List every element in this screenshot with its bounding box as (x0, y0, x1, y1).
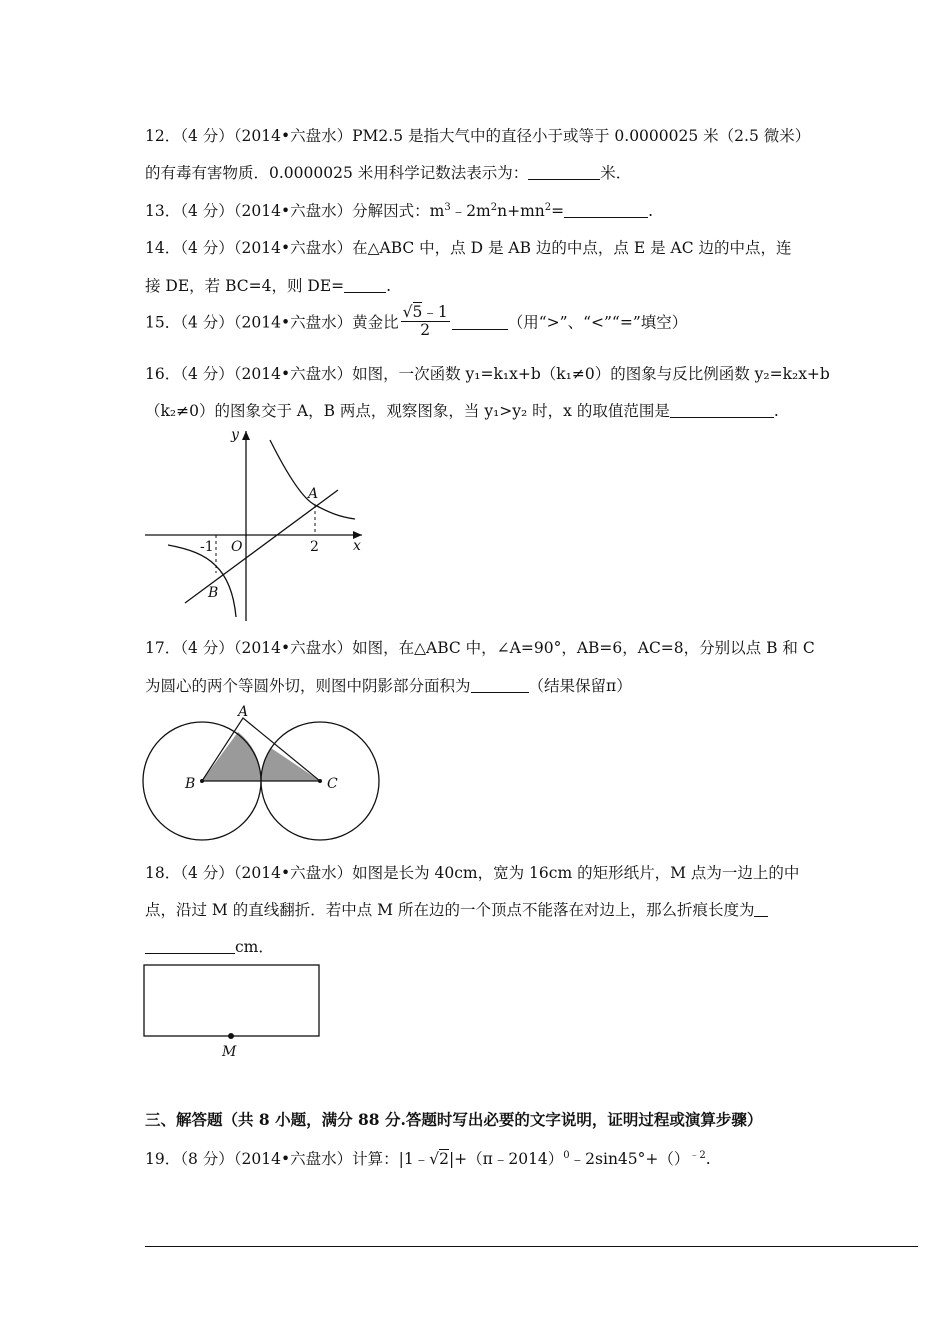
q19-radicand: 2 (439, 1150, 449, 1169)
q13-term: n+mn (497, 202, 545, 220)
q15-prefix: 15．（4 分）（2014•六盘水）黄金比 (145, 313, 399, 332)
q18-line2 (145, 898, 768, 920)
q16-line1: 16．（4 分）（2014•六盘水）如图，一次函数 y₁=k₁x+b（k₁≠0）的图象与反比例函数 y₂=k₂x+b (145, 365, 830, 383)
q14-line2 (145, 274, 391, 296)
answer-blank (670, 402, 774, 419)
answer-blank-cont (145, 938, 235, 955)
q18-line3 (145, 935, 274, 957)
tick-label-2: 2 (310, 539, 319, 555)
q12-unit: 米． (600, 164, 632, 182)
shaded-sector-c (261, 748, 320, 781)
golden-ratio-fraction: $\frac{√5﹣1}{2}$ (402, 303, 448, 340)
q15-radicand: 5 (412, 303, 423, 321)
label-m: M (222, 1044, 237, 1060)
answer-blank (564, 202, 648, 219)
q17-line2 (145, 674, 632, 696)
sqrt-sign-icon: √ (429, 1150, 440, 1169)
q18-unit: cm． (235, 938, 274, 956)
q13-line (145, 199, 653, 221)
q15-num-tail: ﹣1 (422, 303, 448, 321)
q13-exp: 3 (444, 201, 451, 213)
answer-blank (754, 901, 768, 918)
q19-exp: ﹣2 (689, 1150, 706, 1161)
q16-end: . (773, 402, 779, 420)
q15-suffix: （用“>”、“<”“=”填空） (507, 313, 688, 332)
y-arrow-icon (242, 431, 250, 440)
q13-end: . (648, 202, 654, 220)
answer-blank (452, 313, 508, 330)
q13-eq: = (551, 202, 565, 220)
q13-prefix: 13．（4 分）（2014•六盘水）分解因式：m (145, 202, 445, 220)
y-label: y (231, 427, 239, 443)
tick-label-neg1: -1 (200, 539, 214, 555)
q19-mid: |+（π﹣2014） (448, 1150, 564, 1169)
q12-line1: 12．（4 分）（2014•六盘水）PM2.5 是指大气中的直径小于或等于 0.0000025 米（2.5 微米） (145, 127, 811, 145)
q19-end: . (705, 1150, 711, 1169)
q13-term: ﹣2m (450, 202, 491, 220)
label-c: C (327, 776, 338, 792)
point-b-label: B (208, 585, 219, 601)
q19-tail: ﹣2sin45°+（） (569, 1150, 690, 1169)
answer-blank (471, 677, 529, 694)
q16-line2 (145, 399, 779, 421)
shaded-sector-b (202, 732, 261, 781)
q12-text: 的有毒有害物质．0.0000025 米用科学记数法表示为： (145, 164, 529, 182)
q14-line1: 14．（4 分）（2014•六盘水）在△ABC 中，点 D 是 AB 边的中点，点 E 是 AC 边的中点，连 (145, 239, 792, 257)
label-a: A (238, 704, 249, 720)
origin-label: O (231, 539, 243, 555)
answer-blank (528, 164, 600, 181)
x-label: x (353, 538, 361, 554)
q16-text: （k₂≠0）的图象交于 A，B 两点，观察图象，当 y₁>y₂ 时，x 的取值范围是 (145, 402, 670, 420)
q17-figure (140, 702, 390, 848)
q12-line2 (145, 161, 631, 183)
q19-exp: 0 (563, 1150, 570, 1161)
point-c (318, 779, 322, 783)
q19-prefix: 19．（8 分）（2014•六盘水）计算：|1﹣ (145, 1150, 430, 1169)
q19-line (145, 1146, 711, 1169)
q17-line1: 17．（4 分）（2014•六盘水）如图，在△ABC 中，∠A=90°，AB=6，AC=8，分别以点 B 和 C (145, 639, 815, 657)
paper-rectangle (144, 965, 319, 1036)
q18-rectangle-figure (140, 960, 330, 1060)
q13-exp: 2 (490, 201, 498, 213)
answer-blank (344, 277, 386, 294)
q17-suffix: （结果保留π） (528, 677, 632, 695)
hyperbola-branch-1 (270, 440, 355, 519)
q13-exp: 2 (544, 201, 552, 213)
q18-text: 点，沿过 M 的直线翻折．若中点 M 所在边的一个顶点不能落在对边上，那么折痕长度为 (145, 901, 755, 919)
q16-graph (140, 425, 370, 625)
q15-den: 2 (420, 321, 431, 340)
q15-line (145, 304, 687, 339)
footer-rule (145, 1246, 918, 1247)
q14-text: 接 DE，若 BC=4，则 DE= (145, 277, 345, 295)
section-heading: 三、解答题（共 8 小题，满分 88 分.答题时写出必要的文字说明，证明过程或演算步骤） (145, 1110, 763, 1129)
hyperbola-branch-2 (168, 545, 236, 617)
q18-line1: 18．（4 分）（2014•六盘水）如图是长为 40cm，宽为 16cm 的矩形纸片，M 点为一边上的中 (145, 864, 800, 882)
point-m (228, 1033, 234, 1039)
label-b: B (185, 776, 196, 792)
q17-text: 为圆心的两个等圆外切，则图中阴影部分面积为 (145, 677, 471, 695)
q14-end: . (386, 277, 392, 295)
point-b (200, 779, 204, 783)
point-a-label: A (308, 486, 319, 502)
